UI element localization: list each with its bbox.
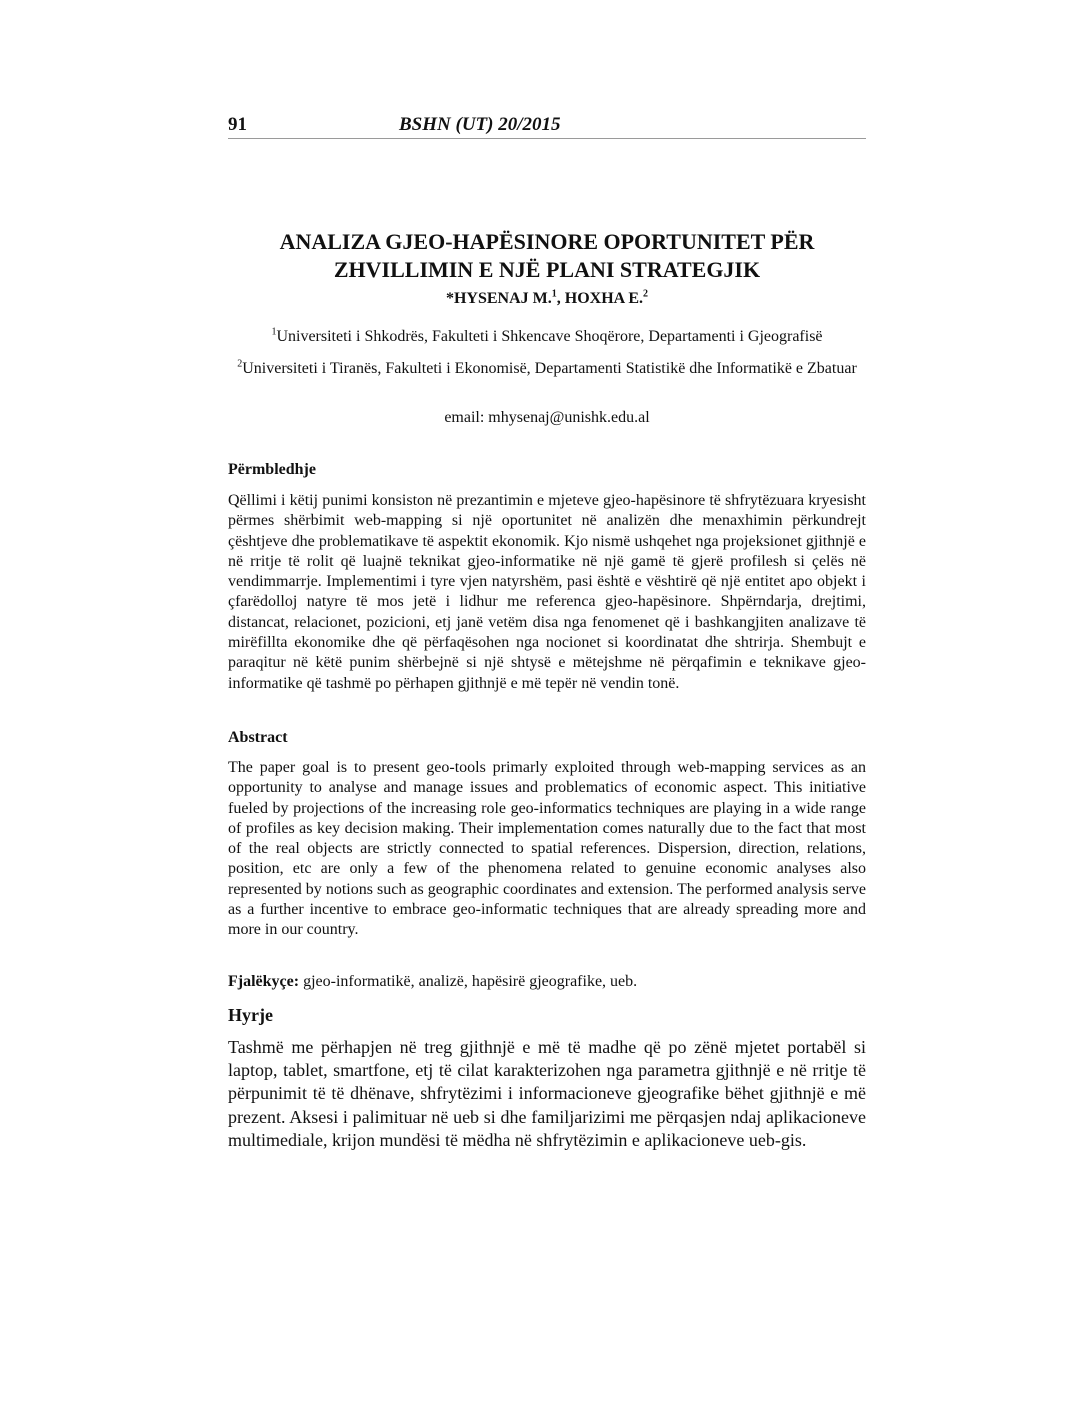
- author-separator: ,: [556, 290, 565, 307]
- hyrje-heading: Hyrje: [228, 1005, 273, 1025]
- permbledhje-heading: Përmbledhje: [228, 461, 316, 478]
- abstract-heading: Abstract: [228, 729, 288, 746]
- keywords-text: gjeo-informatikë, analizë, hapësirë gjeografike, ueb.: [299, 973, 638, 990]
- abstract-text: The paper goal is to present geo-tools primarly exploited through web-mapping services as an opportunity to analyse and manage issues and problematics of economic aspect. This initiative fueled by projections of the increasing role geo-informatics techniques are playing in a wide range of profiles as key decision making. Their implementation comes naturally due to the fact that most of the real objects are strictly connected to spatial references. Dispersion, direction, relations, position, etc are only a few of the phenomena related to genuine economic analyses also represented by notions such as geographic coordinates and extension. The performed analysis serve as a further incentive to embrace geo-informatic techniques that are already spreading more and more in our country.: [228, 759, 866, 939]
- author-2: HOXHA E.: [564, 290, 643, 307]
- affiliation-2-text: Universiteti i Tiranës, Fakulteti i Ekonomisë, Departamenti Statistikë dhe Informatikë e Zbatuar: [242, 360, 857, 377]
- affiliation-1-mark: 1: [271, 326, 277, 338]
- affiliation-1-text: Universiteti i Shkodrës, Fakulteti i Shkencave Shoqërore, Departamenti i Gjeografisë: [276, 328, 823, 345]
- affiliation-1: [228, 326, 866, 347]
- running-header: [228, 114, 866, 139]
- keywords-label: Fjalëkyçe:: [228, 973, 300, 990]
- permbledhje-text: Qëllimi i këtij punimi konsiston në prezantimin e mjeteve gjeo-hapësinore të shfrytëzuara kryesisht përmes shërbimit web-mapping si një oportunitet në analizën dhe menaxhimin përkundrejt çështjeve dhe problematikave të aspektit ekonomik. Kjo nismë ushqehet nga projeksionet gjithnjë e në rritje të rolit që luajnë teknikat gjeo-informatike në një gamë të gjerë profilesh si çelës në vendimmarrje. Implementimi i tyre vjen natyrshëm, pasi është e vështirë që një entitet apo objekt i çfarëdolloj natyre të mos jetë i lidhur me referenca gjeo-hapësinore. Shpërndarja, drejtimi, distancat, relacionet, pozicioni, etj janë vetëm disa nga fenomenet që i bashkangjiten analizave të mirëfillta ekonomike dhe që përfaqësohen nga nocionet si koordinatat dhe shtrirja. Shembujt e paraqitur në këtë punim shërbejnë si një shtysë e mëtejshme në përqafimin e teknikave gjeo-informatike që tashmë po përhapen gjithnjë e më tepër në vendin tonë.: [228, 492, 866, 692]
- page-number: 91: [228, 114, 247, 135]
- author-1-affiliation-mark: 1: [551, 288, 557, 300]
- keywords: [228, 973, 866, 991]
- journal-reference: BSHN (UT) 20/2015: [399, 114, 561, 135]
- title-line-2: ZHVILLIMIN E NJË PLANI STRATEGJIK: [333, 257, 761, 282]
- affiliation-2: [228, 358, 866, 379]
- author-list: [228, 290, 866, 308]
- author-1: *HYSENAJ M.: [445, 290, 552, 307]
- contact-email: email: mhysenaj@unishk.edu.al: [444, 409, 650, 426]
- author-2-affiliation-mark: 2: [643, 288, 648, 300]
- paper-title: [228, 228, 866, 284]
- affiliation-2-mark: 2: [237, 358, 243, 370]
- title-line-1: ANALIZA GJEO-HAPËSINORE OPORTUNITET PËR: [279, 229, 815, 254]
- hyrje-text: Tashmë me përhapjen në treg gjithnjë e më të madhe që po zënë mjetet portabël si laptop, tablet, smartfone, etj të cilat karakterizohen nga parametra gjithnjë e në rritje të përpunimit të të dhënave, shfrytëzimi i informacioneve gjeografike bëhet gjithnjë e më prezent. Aksesi i palimituar në ueb si dhe familjarizimi me përqasjen ndaj aplikacioneve multimediale, krijon mundësi të mëdha në shfrytëzimin e aplikacioneve ueb-gis.: [228, 1037, 866, 1150]
